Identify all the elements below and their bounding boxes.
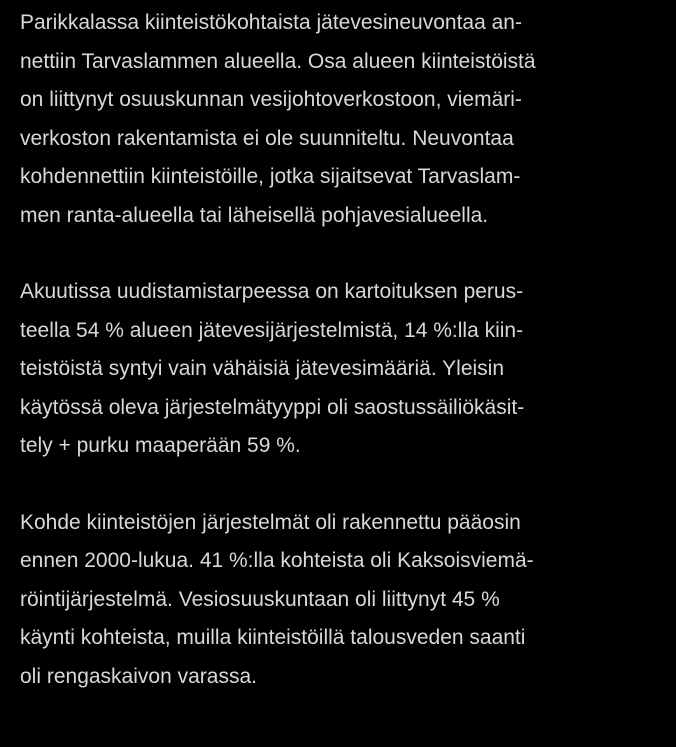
text-line: oli rengaskaivon varassa. [20,664,257,688]
text-line: Kohde kiinteistöjen järjestelmät oli rakennettu pääosin [20,510,521,534]
paragraph-neuvonta [20,4,660,235]
text-line: käytössä oleva järjestelmätyyppi oli saostussäiliökäsit- [20,395,525,419]
text-line: Parikkalassa kiinteistökohtaista jätevesineuvontaa an- [20,11,522,34]
text-line: teella 54 % alueen jätevesijärjestelmistä, 14 %:lla kiin- [20,318,524,342]
text-line: nettiin Tarvaslammen alueella. Osa alueen kiinteistöistä [20,49,536,73]
text-line: röintijärjestelmä. Vesiosuuskuntaan oli liittynyt 45 % [20,587,500,611]
text-line: men ranta-alueella tai läheisellä pohjavesialueella. [20,203,489,227]
paragraph-jarjestelmat [20,504,660,697]
text-line: käynti kohteista, muilla kiinteistöillä talousveden saanti [20,626,526,649]
text-line: teistöistä syntyi vain vähäisiä jätevesimääriä. Yleisin [20,357,505,380]
text-line: tely + purku maaperään 59 %. [20,434,301,457]
text-line: ennen 2000-lukua. 41 %:lla kohteista oli Kaksoisviemä- [20,549,534,572]
text-line: kohdennettiin kiinteistöille, jotka sijaitsevat Tarvaslam- [20,165,521,188]
text-box [20,4,660,734]
text-line: on liittynyt osuuskunnan vesijohtoverkostoon, viemäri- [20,88,522,111]
text-line: Akuutissa uudistamistarpeessa on kartoituksen perus- [20,280,524,303]
text-line: verkoston rakentamista ei ole suunniteltu. Neuvontaa [20,126,514,150]
paragraph-uudistamistarve [20,273,660,466]
